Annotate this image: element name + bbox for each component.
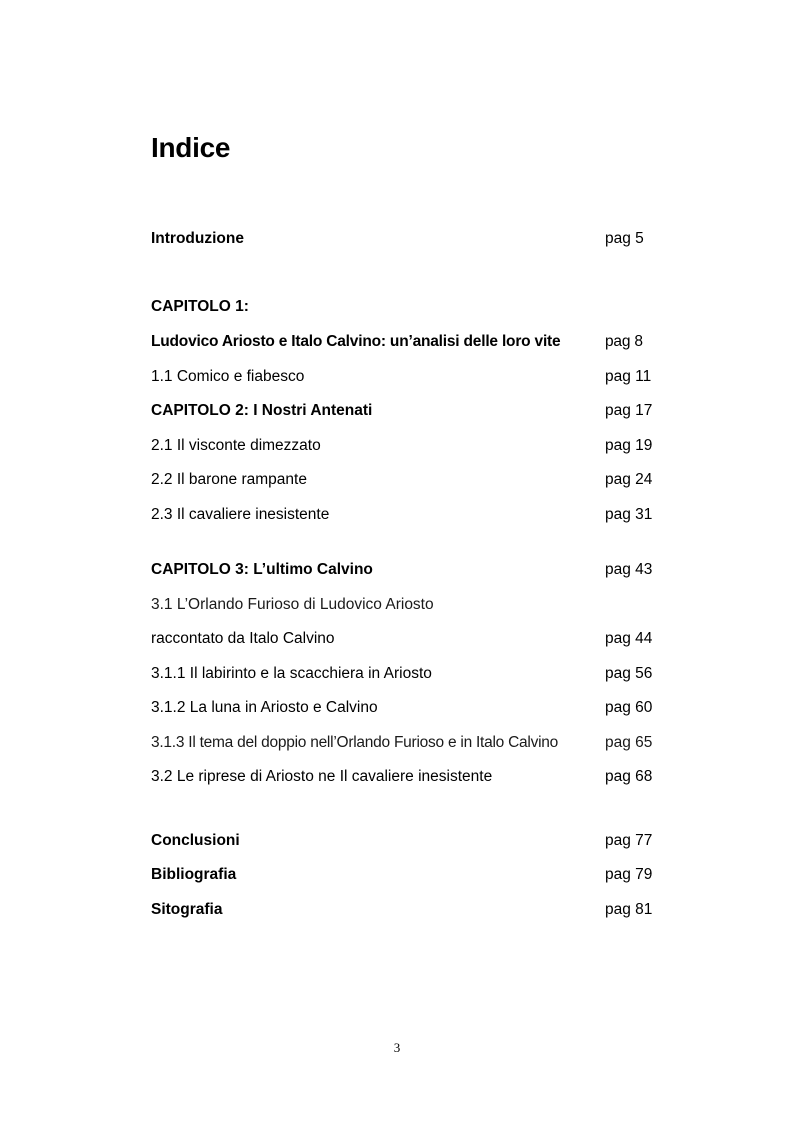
toc-entry-2-3	[151, 504, 671, 526]
toc-entry-2-1	[151, 435, 671, 457]
toc-entry-2-2	[151, 469, 671, 491]
toc-entry-capitolo-1	[151, 296, 671, 318]
toc-entry-label: 2.1 Il visconte dimezzato	[151, 437, 321, 454]
toc-entry-page: pag 43	[605, 561, 653, 578]
toc-entry-3-1-2	[151, 697, 671, 719]
toc-entry-page: pag 77	[605, 832, 653, 849]
toc-entry-label: Sitografia	[151, 901, 223, 918]
toc-entry-label: Conclusioni	[151, 832, 240, 849]
toc-entry-label: 2.3 Il cavaliere inesistente	[151, 506, 330, 523]
page-title: Indice	[151, 132, 231, 163]
toc-entry-label: 3.1.1 Il labirinto e la scacchiera in Ariosto	[151, 665, 432, 682]
toc-entry-page: pag 65	[605, 734, 653, 751]
toc-entry-label: 1.1 Comico e fiabesco	[151, 368, 305, 385]
toc-entry-page: pag 8	[605, 333, 643, 350]
toc-entry-label: 3.1 L’Orlando Furioso di Ludovico Ariosto	[151, 596, 434, 613]
toc-entry-page: pag 31	[605, 506, 653, 523]
toc-entry-bibliografia	[151, 864, 671, 886]
toc-entry-label: CAPITOLO 1:	[151, 298, 249, 315]
toc-entry-page: pag 79	[605, 866, 653, 883]
toc-entry-page: pag 60	[605, 699, 653, 716]
toc-entry-label: Introduzione	[151, 230, 244, 247]
toc-entry-sitografia	[151, 899, 671, 921]
toc-entry-label: Ludovico Ariosto e Italo Calvino: un’analisi delle loro vite	[151, 333, 561, 350]
toc-entry-page: pag 19	[605, 437, 653, 454]
toc-entry-3-2	[151, 766, 671, 788]
toc-entry-label: 2.2 Il barone rampante	[151, 471, 307, 488]
toc-entry-page: pag 11	[605, 368, 652, 385]
toc-entry-conclusioni	[151, 830, 671, 852]
toc-entry-capitolo-3	[151, 559, 671, 581]
toc-entry-page: pag 68	[605, 768, 653, 785]
toc-entry-label: raccontato da Italo Calvino	[151, 630, 335, 647]
toc-entry-label: 3.1.2 La luna in Ariosto e Calvino	[151, 699, 378, 716]
toc-entry-page: pag 17	[605, 402, 653, 419]
toc-entry-label: CAPITOLO 3: L’ultimo Calvino	[151, 561, 373, 578]
toc-entry-3-1	[151, 594, 671, 616]
toc-entry-capitolo-1-title	[151, 331, 671, 353]
toc-entry-page: pag 5	[605, 230, 644, 247]
toc-entry-label: Bibliografia	[151, 866, 237, 883]
toc-entry-label: 3.2 Le riprese di Ariosto ne Il cavaliere inesistente	[151, 768, 493, 785]
toc-entry-introduzione	[151, 228, 671, 250]
toc-entry-3-1-1	[151, 663, 671, 685]
toc-entry-label: 3.1.3 Il tema del doppio nell’Orlando Furioso e in Italo Calvino	[151, 734, 559, 751]
toc-entry-page: pag 24	[605, 471, 653, 488]
toc-entry-3-1-continued	[151, 628, 671, 650]
toc-entry-page: pag 44	[605, 630, 653, 647]
toc-entry-3-1-3	[151, 732, 671, 754]
toc-entry-page: pag 56	[605, 665, 653, 682]
toc-entry-capitolo-2	[151, 400, 671, 422]
toc-entry-label: CAPITOLO 2: I Nostri Antenati	[151, 402, 373, 419]
toc-entry-1-1	[151, 366, 671, 388]
page-number: 3	[393, 1040, 401, 1055]
toc-entry-page: pag 81	[605, 901, 653, 918]
